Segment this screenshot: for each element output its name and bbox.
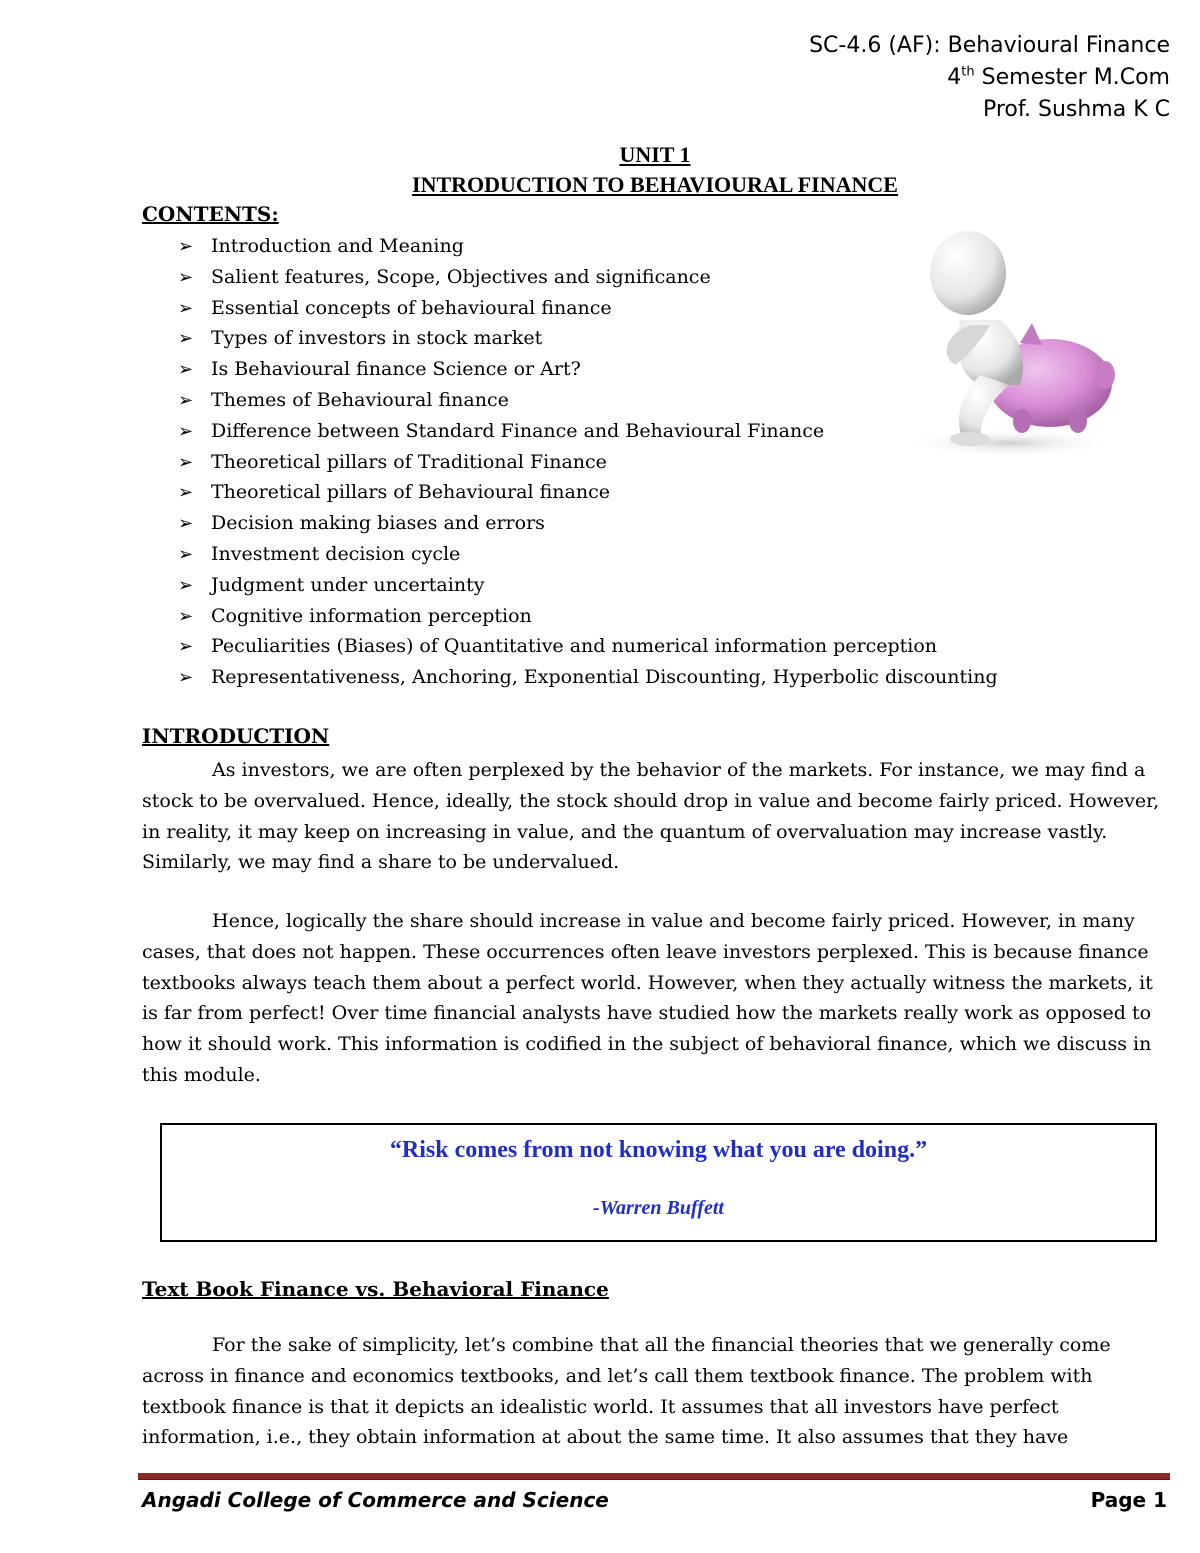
contents-item-text: Decision making biases and errors xyxy=(211,512,545,535)
contents-item-text: Peculiarities (Biases) of Quantitative and numerical information perception xyxy=(211,635,938,658)
arrow-bullet-icon: ➢ xyxy=(178,328,194,350)
arrow-bullet-icon: ➢ xyxy=(178,236,194,257)
contents-list xyxy=(178,231,998,693)
contents-item-text: Investment decision cycle xyxy=(211,542,461,565)
unit-title: INTRODUCTION TO BEHAVIOURAL FINANCE xyxy=(412,172,898,197)
contents-item xyxy=(178,601,998,632)
arrow-bullet-icon: ➢ xyxy=(178,513,194,535)
arrow-bullet-icon: ➢ xyxy=(178,543,194,565)
person-on-piggy-bank-illustration xyxy=(900,225,1116,458)
contents-item xyxy=(178,570,998,601)
quote-author: -Warren Buffett xyxy=(593,1197,724,1219)
arrow-bullet-icon: ➢ xyxy=(178,359,194,381)
contents-item-text: Difference between Standard Finance and Behavioural Finance xyxy=(211,419,825,442)
contents-item-text: Theoretical pillars of Traditional Finance xyxy=(211,450,607,473)
semester-text: Semester M.Com xyxy=(974,65,1170,90)
contents-item-text: Is Behavioural finance Science or Art? xyxy=(211,358,581,381)
contents-item xyxy=(178,416,998,447)
arrow-bullet-icon: ➢ xyxy=(178,420,194,442)
contents-item xyxy=(178,385,998,416)
semester-line xyxy=(809,62,1170,94)
arrow-bullet-icon: ➢ xyxy=(178,605,194,627)
contents-item-text: Theoretical pillars of Behavioural finance xyxy=(211,481,610,504)
contents-item xyxy=(178,631,998,662)
contents-item-text: Judgment under uncertainty xyxy=(211,573,485,596)
contents-item-text: Types of investors in stock market xyxy=(211,327,543,350)
professor-name: Prof. Sushma K C xyxy=(982,97,1170,122)
unit-label: UNIT 1 xyxy=(619,142,691,167)
contents-item-text: Themes of Behavioural finance xyxy=(211,388,509,411)
contents-item xyxy=(178,323,998,354)
contents-item xyxy=(178,262,998,293)
quote-box xyxy=(160,1123,1157,1242)
introduction-paragraph-2-text: Hence, logically the share should increase in value and become fairly priced. However, in many cases, that does not happen. These occurrences often leave investors perplexed. This is because finance textbooks always teach them about a perfect world. However, when they actually witness the markets, it is far from perfect! Over time financial analysts have studied how the markets really work as opposed to how it should work. This information is codified in the subject of behavioral finance, which we discuss in this module. xyxy=(142,910,1153,1086)
contents-item xyxy=(178,293,998,324)
footer-page-number: Page 1 xyxy=(1090,1488,1167,1512)
introduction-paragraph-2 xyxy=(142,906,1172,1091)
introduction-heading: INTRODUCTION xyxy=(142,724,330,748)
arrow-bullet-icon: ➢ xyxy=(178,451,194,473)
page-header xyxy=(809,30,1170,126)
quote-text: “Risk comes from not knowing what you are doing.” xyxy=(389,1137,928,1163)
contents-item xyxy=(178,508,998,539)
footer-college-name: Angadi College of Commerce and Science xyxy=(142,1488,609,1512)
contents-item xyxy=(178,231,998,262)
arrow-bullet-icon: ➢ xyxy=(178,574,194,596)
arrow-bullet-icon: ➢ xyxy=(178,636,194,658)
contents-item-text: Introduction and Meaning xyxy=(211,235,464,257)
contents-item xyxy=(178,477,998,508)
semester-suffix: th xyxy=(961,64,975,80)
contents-item xyxy=(178,447,998,478)
arrow-bullet-icon: ➢ xyxy=(178,482,194,504)
contents-item-text: Cognitive information perception xyxy=(211,604,532,627)
arrow-bullet-icon: ➢ xyxy=(178,389,194,411)
course-code: SC-4.6 (AF): Behavioural Finance xyxy=(809,33,1170,58)
contents-item xyxy=(178,539,998,570)
textbook-finance-paragraph-text: For the sake of simplicity, let’s combine that all the financial theories that we generally come across in finance and economics textbooks, and let’s call them textbook finance. The problem with textbook finance is that it depicts an idealistic world. It assumes that all investors have perfect information, i.e., they obtain information at about the same time. It also assumes that they have xyxy=(142,1334,1111,1449)
footer-rule xyxy=(138,1473,1170,1480)
contents-item xyxy=(178,662,998,693)
introduction-paragraph-1 xyxy=(142,755,1172,878)
arrow-bullet-icon: ➢ xyxy=(178,266,194,288)
introduction-paragraph-1-text: As investors, we are often perplexed by the behavior of the markets. For instance, we may find a stock to be overvalued. Hence, ideally, the stock should drop in value and become fairly priced. However, in reality, it may keep on increasing in value, and the quantum of overvaluation may increase vastly. Similarly, we may find a share to be undervalued. xyxy=(142,759,1160,874)
textbook-finance-heading: Text Book Finance vs. Behavioral Finance xyxy=(142,1277,609,1301)
contents-item-text: Essential concepts of behavioural finance xyxy=(211,296,612,319)
contents-item-text: Representativeness, Anchoring, Exponential Discounting, Hyperbolic discounting xyxy=(211,666,998,689)
contents-item-text: Salient features, Scope, Objectives and significance xyxy=(211,265,711,288)
semester-number: 4 xyxy=(947,65,962,90)
textbook-finance-paragraph xyxy=(142,1330,1172,1453)
unit-title-block xyxy=(0,140,1200,200)
arrow-bullet-icon: ➢ xyxy=(178,667,194,689)
arrow-bullet-icon: ➢ xyxy=(178,297,194,319)
contents-item xyxy=(178,354,998,385)
contents-heading: CONTENTS: xyxy=(142,202,279,226)
